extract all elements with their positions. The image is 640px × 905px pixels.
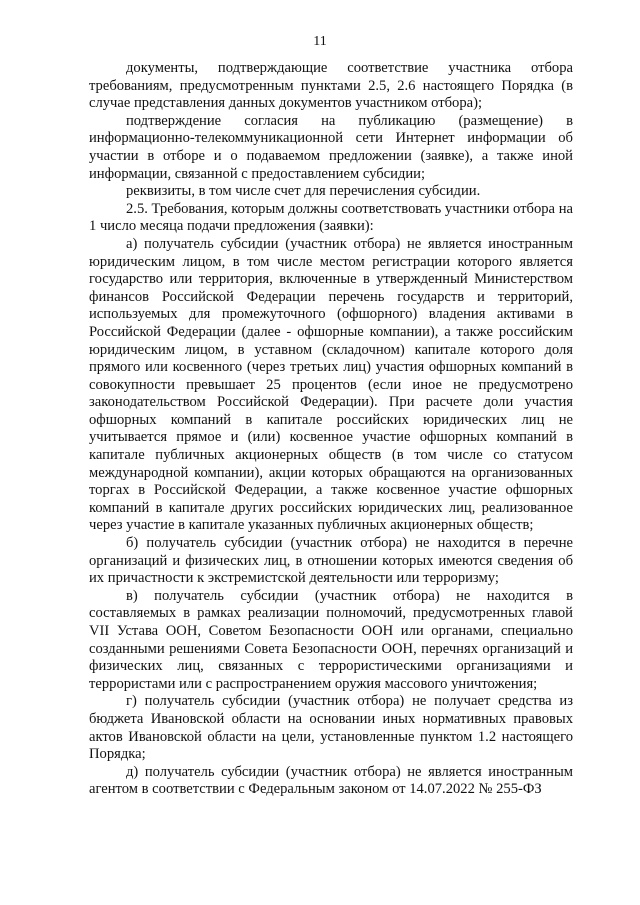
paragraph-item-b: б) получатель субсидии (участник отбора) не находится в перечне организаций и физических лиц, в отношении которых имеются сведения об их причастности к экстремистской деятельности или терроризму; [89,535,573,587]
paragraph-requisites: реквизиты, в том числе счет для перечисления субсидии. [126,183,481,200]
page-number: 11 [313,34,327,49]
paragraph-section-2-5: 2.5. Требования, которым должны соответствовать участники отбора на 1 число месяца подачи предложения (заявки): [89,200,573,235]
paragraph-consent: подтверждение согласия на публикацию (размещение) в информационно-телекоммуникационной сети Интернет информации об участии в отборе и о подаваемом предложении (заявке), а также иной информации, связанной с предоставлением субсидии; [89,112,573,182]
paragraph-documents: документы, подтверждающие соответствие участника отбора требованиям, предусмотренным пунктами 2.5, 2.6 настоящего Порядка (в случае представления данных документов участником отбора); [89,60,573,112]
body-text [89,60,573,799]
paragraph-item-d: д) получатель субсидии (участник отбора) не является иностранным агентом в соответствии с Федеральным законом от 14.07.2022 № 255-ФЗ [89,763,573,798]
paragraph-item-v: в) получатель субсидии (участник отбора) не находится в составляемых в рамках реализации полномочий, предусмотренных главой VII Устава ООН, Советом Безопасности ООН или органами, специально созданными решениями Совета Безопасности ООН, перечнях организаций и физических лиц, связанных с террористическими организациями и террористами или с распространением оружия массового уничтожения; [89,587,573,692]
paragraph-item-g: г) получатель субсидии (участник отбора) не получает средства из бюджета Ивановской области на основании иных нормативных правовых актов Ивановской области на цели, установленные пунктом 1.2 настоящего Порядка; [89,693,573,763]
paragraph-item-a: а) получатель субсидии (участник отбора) не является иностранным юридическим лицом, в том числе местом регистрации которого является государство или территория, включенные в утвержденный Министерством финансов Российской Федерации перечень государств и территорий, используемых для промежуточного (офшорного) владения активами в Российской Федерации (далее - офшорные компании), а также российским юридическим лицом, в уставном (складочном) капитале которого доля прямого или косвенного (через третьих лиц) участия офшорных компаний в совокупности превышает 25 процентов (если иное не предусмотрено законодательством Российской Федерации). При расчете доли участия офшорных компаний в капитале российских юридических лиц не учитывается прямое и (или) косвенное участие офшорных компаний в капитале публичных акционерных обществ (в том числе со статусом международной компании), акции которых обращаются на организованных торгах в Российской Федерации, а также косвенное участие офшорных компаний в капитале других российских юридических лиц, реализованное через участие в капитале указанных публичных акционерных обществ; [89,235,573,534]
